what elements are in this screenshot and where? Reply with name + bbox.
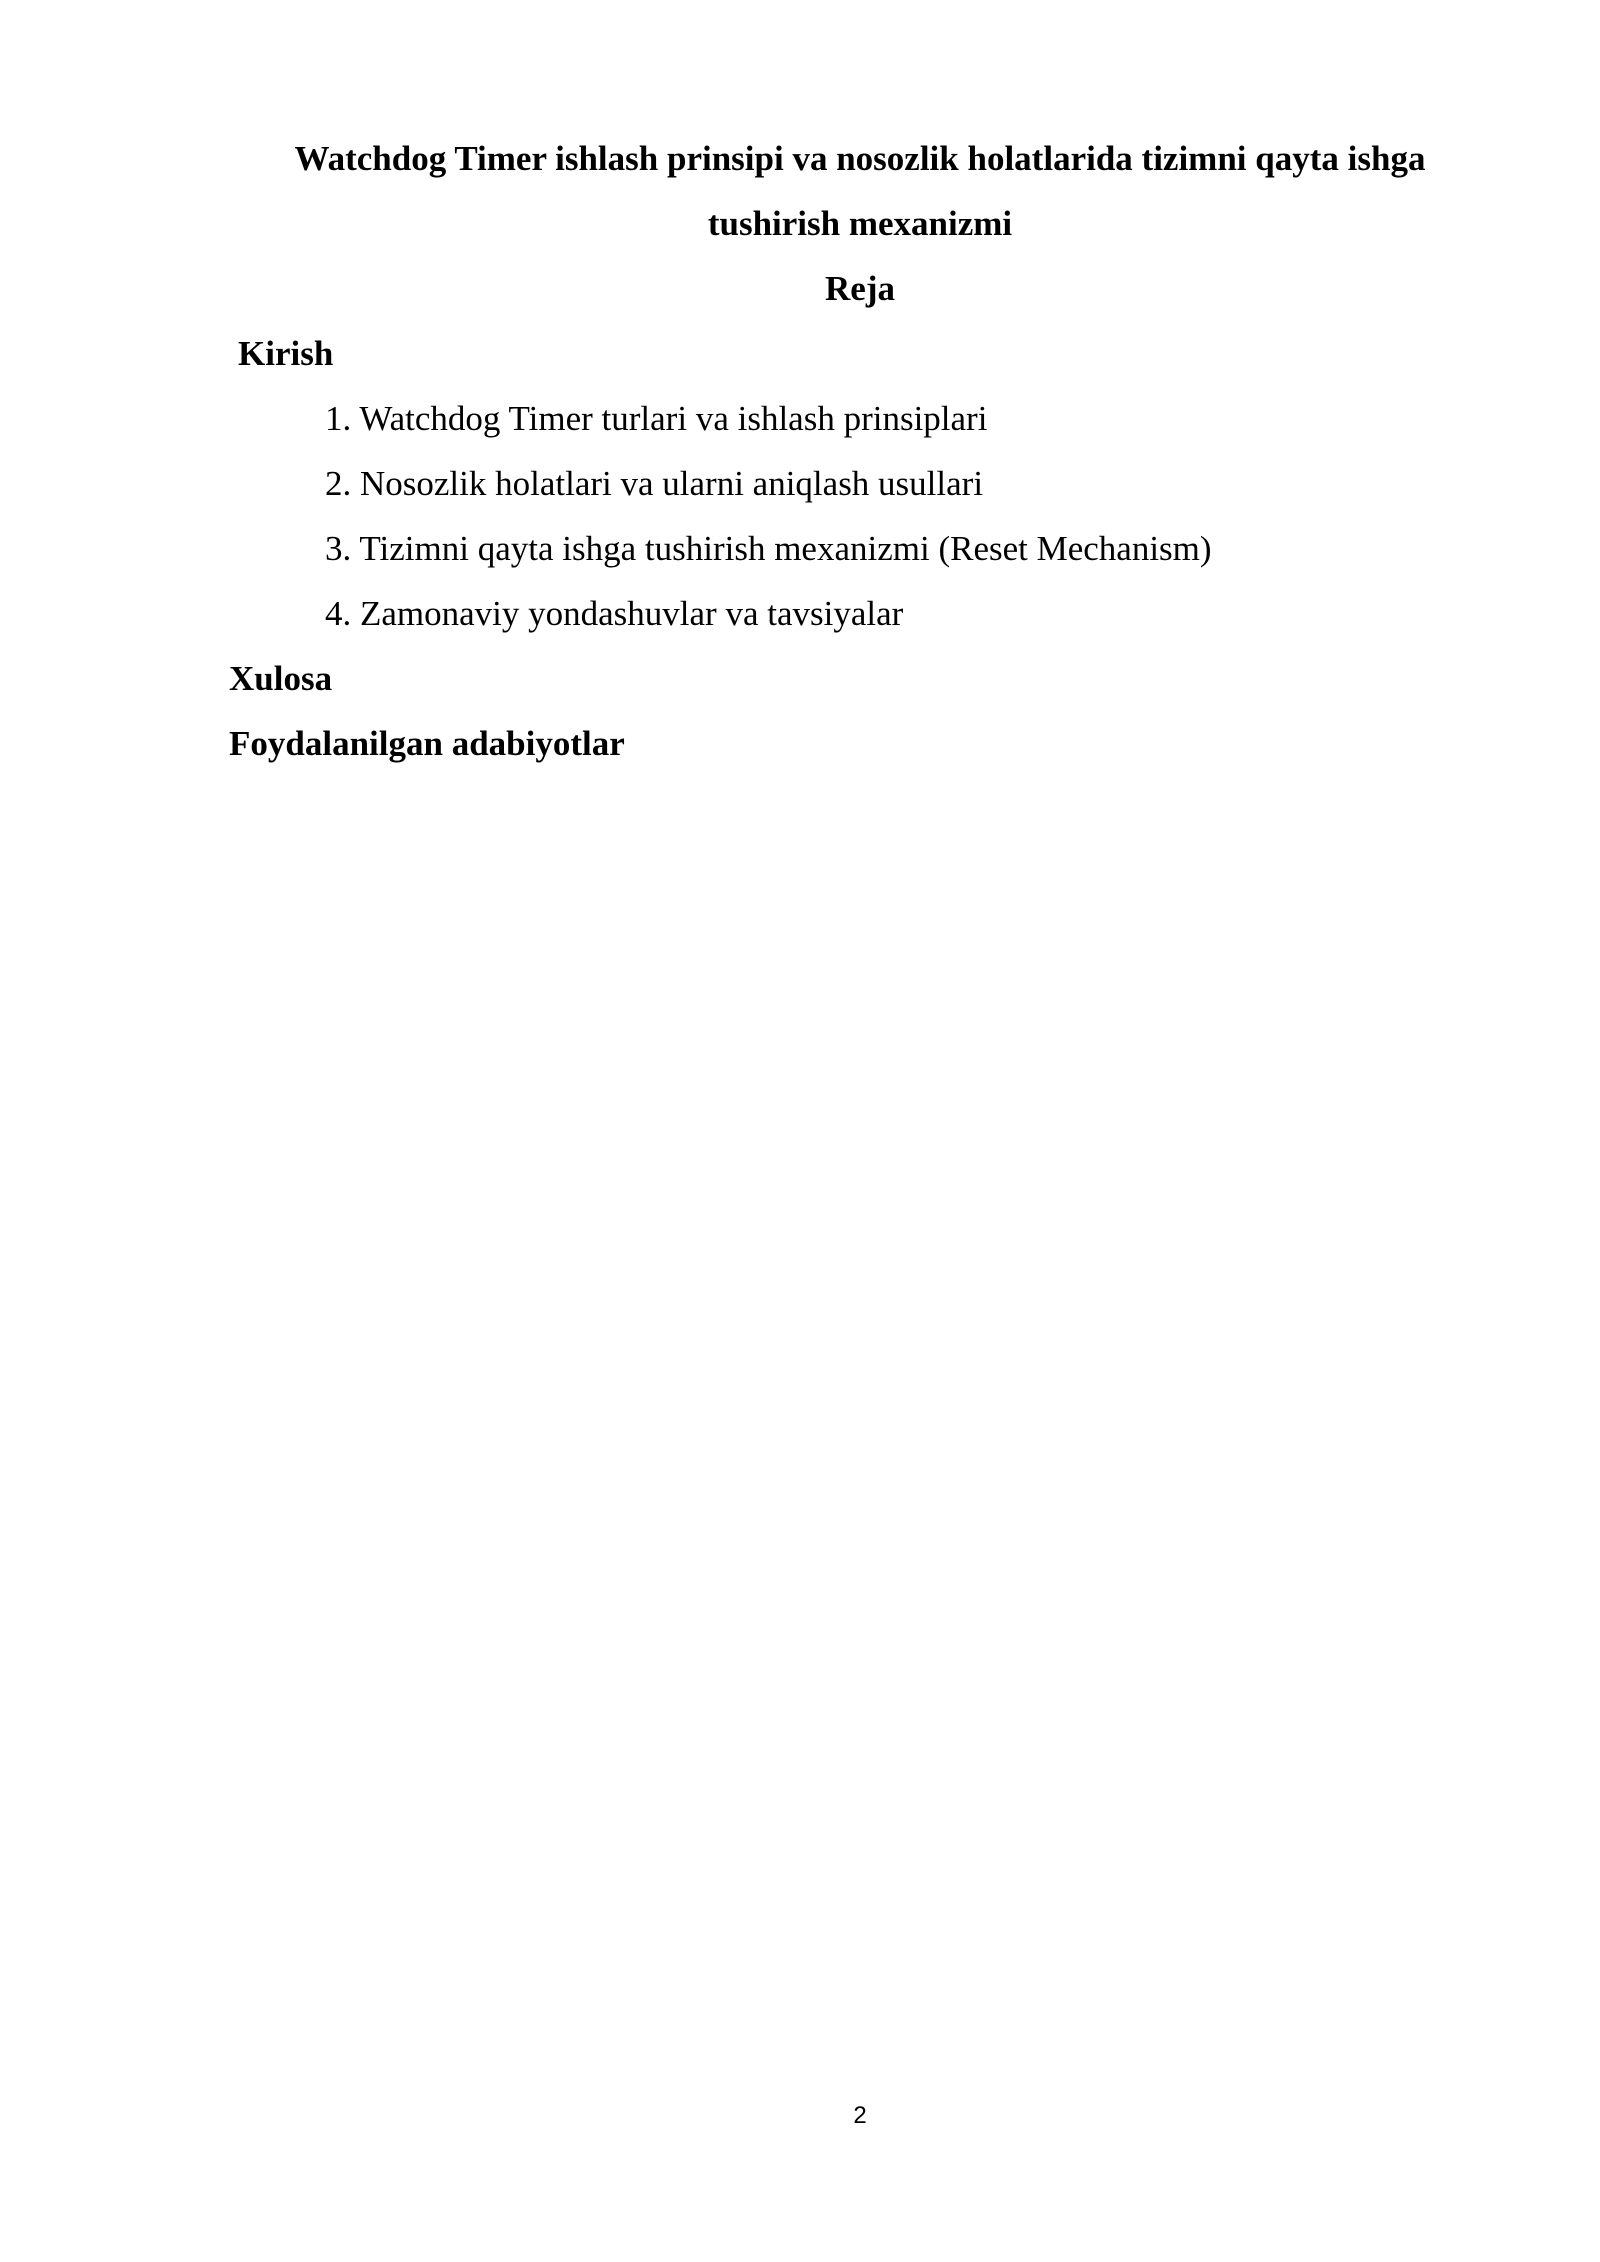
plan-item: 2. Nosozlik holatlari va ularni aniqlash usullari: [325, 464, 984, 503]
plan-item: 4. Zamonaviy yondashuvlar va tavsiyalar: [325, 594, 904, 633]
references-heading: Foydalanilgan adabiyotlar: [229, 724, 625, 763]
plan-heading: Reja: [825, 269, 895, 308]
page-number: 2: [853, 2102, 867, 2129]
plan-item: 3. Tizimni qayta ishga tushirish mexanizmi (Reset Mechanism): [325, 529, 1212, 568]
introduction-heading: Kirish: [238, 334, 334, 373]
conclusion-heading: Xulosa: [229, 659, 333, 698]
plan-list: [325, 386, 1212, 646]
document-title-line-2: tushirish mexanizmi: [707, 204, 1013, 243]
plan-item: 1. Watchdog Timer turlari va ishlash prinsiplari: [325, 399, 988, 438]
document-title-line-1: Watchdog Timer ishlash prinsipi va nosozlik holatlarida tizimni qayta ishga: [294, 139, 1426, 178]
